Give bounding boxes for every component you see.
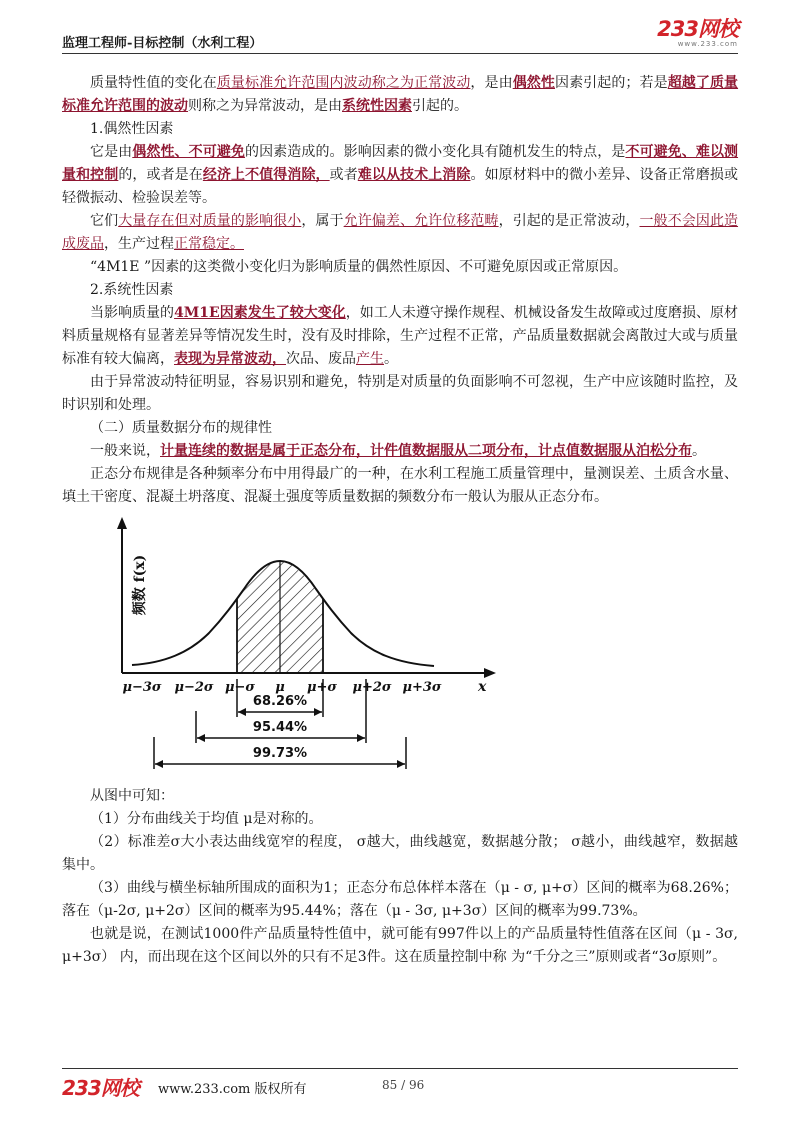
paragraph-normal-fluctuation — [62, 72, 738, 118]
band-68-arrow-right — [314, 708, 322, 716]
footer-divider — [62, 1068, 738, 1069]
text: ，引起的是正常波动， — [498, 213, 640, 229]
text: 则称之为异常波动，是由 — [188, 98, 342, 114]
list-item-symmetry: （1）分布曲线关于均值 μ是对称的。 — [90, 811, 323, 827]
footer-logo[interactable]: 233网校 — [62, 1076, 139, 1100]
text: 的，或者是在 — [118, 167, 203, 183]
highlight: 表现为异常波动， — [174, 351, 286, 367]
band-99-arrow-left — [155, 760, 163, 768]
page-number: 85 / 96 — [382, 1078, 425, 1092]
logo-url: www.233.com — [677, 40, 738, 48]
paragraph-accidental-cause — [62, 141, 738, 210]
text: ，如工人未遵守操作规程、机械设备发生故障或过度磨损、原材料质量规格有显著差异等情况发生时，没有及时排除，生产过程不正常，产品质量数据就会离散过大或与质量标准有较大偏离， — [62, 305, 739, 367]
paragraph-4m1e: “4M1E ”因素的这类微小变化归为影响质量的偶然性原因、不可避免原因或正常原因。 — [90, 259, 628, 275]
footer-copyright: www.233.com 版权所有 — [158, 1082, 307, 1097]
text: 当影响质量的 — [90, 305, 175, 321]
text: 的因素造成的。影响因素的微小变化具有随机发生的特点，是 — [245, 144, 626, 160]
heading-accidental-factors: 1.偶然性因素 — [90, 121, 174, 137]
tick-mu: μ — [275, 680, 285, 695]
heading-systematic-factors: 2.系统性因素 — [90, 282, 174, 298]
tick-mu-plus-sigma: μ+σ — [307, 680, 337, 695]
text: ，生产过程 — [104, 236, 174, 252]
document-body — [62, 72, 738, 969]
text: 它是由 — [90, 144, 133, 160]
tick-mu-minus-3sigma: μ−3σ — [122, 680, 162, 695]
header-title: 监理工程师-目标控制（水利工程） — [62, 36, 263, 51]
highlight: 系统性因素 — [342, 98, 412, 114]
highlight: 正常稳定。 — [174, 236, 244, 252]
highlight: 产生 — [356, 351, 384, 367]
paragraph-three-sigma-rule: 也就是说，在测试1000件产品质量特性值中，就可能有997件以上的产品质量特性值落在区间（μ - 3σ, μ+3σ） 内，而出现在这个区间以外的只有不足3件。这在质量控制中称 为“千分之三”原则或者“3σ原则”。 — [62, 926, 738, 965]
x-axis-arrow — [484, 668, 496, 678]
list-item-probability: （3）曲线与横坐标轴所围成的面积为1；正态分布总体样本落在（μ - σ, μ+σ）区间的概率为68.26%；落在（μ-2σ, μ+2σ）区间的概率为95.44%；落在（μ - 3σ, μ+3σ）区间的概率为99.73%。 — [62, 880, 738, 919]
text: 质量特性值的变化在 — [90, 75, 217, 91]
tick-mu-minus-2sigma: μ−2σ — [174, 680, 214, 695]
text: 引起的。 — [412, 98, 468, 114]
text: 它们 — [90, 213, 119, 229]
band-95-arrow-right — [357, 734, 365, 742]
band-99-arrow-right — [397, 760, 405, 768]
y-axis-arrow — [117, 517, 127, 529]
text: 。如原材料中的微小差异、设备正常磨损或轻微振动、检验误差等。 — [62, 167, 739, 206]
tick-mu-minus-sigma: μ−σ — [225, 680, 255, 695]
text: 因素引起的；若是 — [554, 75, 668, 91]
paragraph-systematic-handling: 由于异常波动特征明显，容易识别和避免，特别是对质量的负面影响不可忽视，生产中应该随时监控，及时识别和处理。 — [62, 374, 738, 413]
list-item-standard-deviation: （2）标准差σ大小表达曲线宽窄的程度， σ越大，曲线越宽，数据越分散； σ越小，曲线越窄，数据越集中。 — [62, 834, 738, 873]
highlight: 超越了质量标准允许范围的波动 — [62, 75, 739, 114]
band-68-label: 68.26% — [252, 694, 308, 709]
paragraph-distribution-types — [62, 440, 738, 463]
highlight: 偶然性 — [512, 75, 555, 91]
band-99-label: 99.73% — [252, 746, 308, 761]
x-tick-labels — [122, 680, 441, 695]
paragraph-normal-distribution: 正态分布规律是各种频率分布中用得最广的一种，在水利工程施工质量管理中，量测误差、土质含水量、填土干密度、混凝土坍落度、混凝土强度等质量数据的频数分布一般认为服从正态分布。 — [62, 466, 738, 505]
highlight: 4M1E因素发生了较大变化 — [174, 305, 346, 321]
normal-distribution-figure — [104, 515, 544, 775]
highlight: 计量连续的数据是属于正态分布，计件值数据服从二项分布，计点值数据服从泊松分布 — [160, 443, 692, 459]
text: 一般来说， — [90, 443, 160, 459]
paragraph-systematic-cause — [62, 302, 738, 371]
logo-text: 233网校 — [657, 17, 738, 41]
highlight: 不可避免、难以测量和控制 — [62, 144, 739, 183]
paragraph-from-figure: 从图中可知： — [90, 788, 174, 804]
highlight: 大量存在但对质量的影响很小 — [118, 213, 302, 229]
site-logo[interactable] — [657, 18, 738, 48]
x-axis-label: x — [478, 679, 487, 695]
page-footer — [62, 1072, 738, 1102]
band-95-label: 95.44% — [252, 720, 308, 735]
paragraph-accidental-effect — [62, 210, 738, 256]
heading-data-distribution: （二）质量数据分布的规律性 — [90, 420, 272, 436]
highlight: 经济上不值得消除， — [202, 167, 330, 183]
highlight: 一般不会因此造成废品 — [62, 213, 739, 252]
page-header — [62, 18, 738, 52]
band-68-arrow-left — [238, 708, 246, 716]
highlight: 允许偏差、允许位移范畴 — [343, 213, 499, 229]
band-95-arrow-left — [197, 734, 205, 742]
header-divider — [62, 53, 738, 54]
tick-mu-plus-2sigma: μ+2σ — [352, 680, 392, 695]
text: 或者 — [329, 167, 358, 183]
text: ，是由 — [470, 75, 513, 91]
highlight: 质量标准允许范围内波动称之为正常波动 — [216, 75, 471, 91]
highlight: 难以从技术上消除 — [357, 167, 471, 183]
y-axis-label: 频数 f(x) — [132, 554, 148, 616]
highlight: 偶然性、不可避免 — [132, 144, 245, 160]
text: 次品、废品 — [286, 351, 356, 367]
tick-mu-plus-3sigma: μ+3σ — [402, 680, 442, 695]
text: 。 — [384, 351, 398, 367]
text: 。 — [692, 443, 706, 459]
text: ，属于 — [301, 213, 344, 229]
